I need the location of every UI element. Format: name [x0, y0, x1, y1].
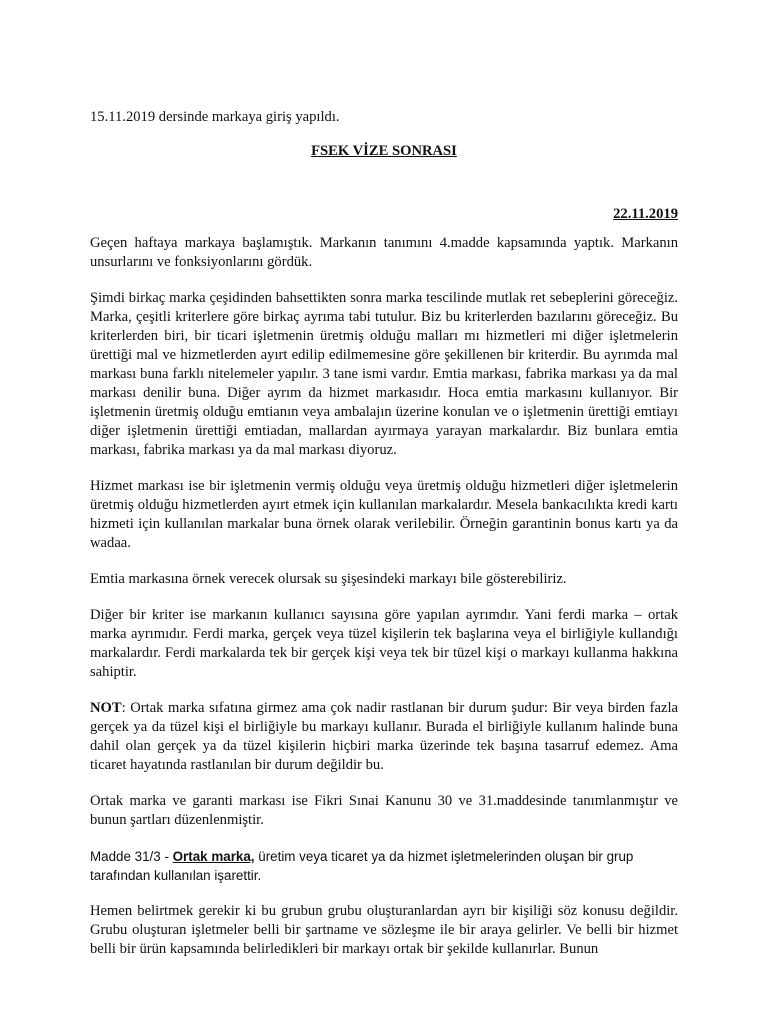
article-term: Ortak marka, [172, 849, 255, 864]
note-text: : Ortak marka sıfatına girmez ama çok nadir rastlanan bir durum şudur: Bir veya birden fazla gerçek ya da tüzel kişi el birliğiyle bu markayı kullanır. Burada el birliğiyle kullanım halinde buna dahil olan gerçek ya da tüzel kişilerin hiçbiri marka üzerinde tek başına tasarruf edemez. Ama ticaret hayatında rastlanılan bir durum değildir bu. [90, 700, 678, 773]
paragraph-goods-example: Emtia markasına örnek verecek olursak su şişesindeki markayı bile gösterebiliriz. [90, 571, 567, 587]
paragraph-individual-mark: Diğer bir kriter ise markanın kullanıcı sayısına göre yapılan ayrımdır. Yani ferdi marka – ortak marka ayrımıdır. Ferdi marka, gerçek veya tüzel kişilerin tek başlarına veya el birliğiyle kullandığı markalardır. Ferdi markalarda tek bir gerçek kişi veya tek bir tüzel kişi o markayı kullanma hakkına sahiptir. [90, 607, 678, 680]
document-page [90, 108, 678, 976]
article-reference: Madde 31/3 - [90, 849, 173, 864]
paragraph-collective-guarantee: Ortak marka ve garanti markası ise Fikri Sınai Kanunu 30 ve 31.maddesinde tanımlanmıştır ve bunun şartları düzenlenmiştir. [90, 793, 678, 828]
article-quote [90, 847, 678, 885]
lecture-date: 22.11.2019 [613, 206, 678, 222]
paragraph-goods-mark: Şimdi birkaç marka çeşidinden bahsettikten sonra marka tescilinde mutlak ret sebeplerini göreceğiz. Marka, çeşitli kriterlere göre birkaç ayrıma tabi tutulur. Biz bu kriterlerden bazılarını göreceğiz. Bu kriterlerden biri, bir ticari işletmenin üretmiş olduğu malları mı hizmetleri mi diğer işletmelerin ürettiği mal ve hizmetlerden ayırt edilip edilmemesine göre şekillenen bir kriterdir. Bu ayrımda mal markası buna farklı nitelemeler yapılır. 3 tane ismi vardır. Emtia markası, fabrika markası ya da mal markası denilir buna. Diğer ayrım da hizmet markasıdır. Hoca emtia markasını kullanıyor. Bir işletmenin üretmiş olduğu emtianın veya ambalajın üzerine konulan ve o işletmenin ürettiği emtiayı diğer işletmenin ürettiği emtiadan, mallardan ayırmaya yarayan markalardır. Biz bunlara emtia markası, fabrika markası ya da mal markası diyoruz. [90, 290, 678, 458]
paragraph-service-mark: Hizmet markası ise bir işletmenin vermiş olduğu veya üretmiş olduğu hizmetleri diğer işletmelerin üretmiş olduğu hizmetlerden ayırt etmek için kullanılan markalardır. Mesela bankacılıkta kredi kartı hizmeti için kullanılan markalar buna örnek olarak verilebilir. Örneğin garantinin bonus kartı ya da wadaa. [90, 478, 678, 551]
article-text: üretim veya ticaret ya da hizmet işletmelerinden oluşan bir grup tarafından kullanılan işarettir. [90, 849, 634, 883]
intro-line: 15.11.2019 dersinde markaya giriş yapıldı. [90, 109, 340, 125]
paragraph-recap: Geçen haftaya markaya başlamıştık. Markanın tanımını 4.madde kapsamında yaptık. Markanın unsurlarını ve fonksiyonlarını gördük. [90, 235, 678, 270]
paragraph-group-explanation: Hemen belirtmek gerekir ki bu grubun grubu oluşturanlardan ayrı bir kişiliği söz konusu değildir. Grubu oluşturan işletmeler belli bir şartname ve sözleşme ile bir araya gelirler. Ve belli bir hizmet belli bir ürün kapsamında belirledikleri bir markayı ortak bir şekilde kullanırlar. Bunun [90, 903, 678, 957]
note-label: NOT [90, 700, 122, 716]
paragraph-note [90, 699, 678, 775]
document-title: FSEK VİZE SONRASI [311, 143, 457, 159]
